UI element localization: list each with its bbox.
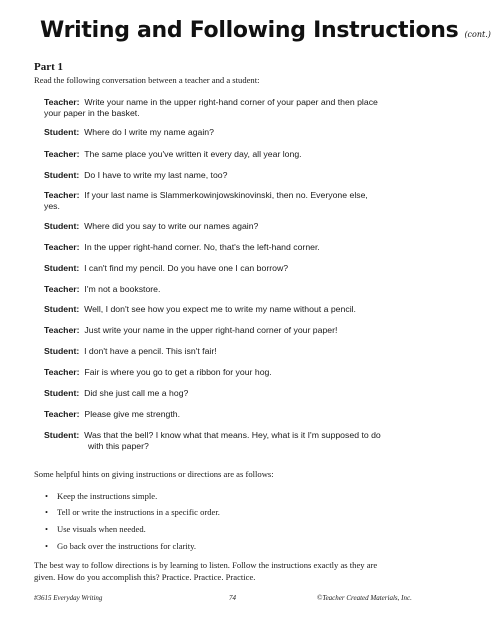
speaker-label: Teacher: (44, 149, 80, 159)
bullet-icon: • (45, 507, 49, 517)
dialogue-text: Where did you say to write our names again? (84, 221, 259, 231)
closing-line: given. How do you accomplish this? Practice. Practice. Practice. (34, 572, 256, 582)
intro-text: Read the following conversation between a teacher and a student: (34, 75, 260, 85)
speaker-label: Teacher: (44, 367, 80, 377)
hint-text: Use visuals when needed. (57, 524, 146, 534)
dialogue-text: The same place you've written it every day, all year long. (84, 149, 302, 159)
dialogue-text: Where do I write my name again? (84, 127, 214, 137)
hint-item (45, 541, 196, 551)
dialogue-line (44, 190, 368, 212)
dialogue-text: If your last name is Slammerkowinjowskinovinski, then no. Everyone else, (84, 190, 368, 200)
dialogue-text: Fair is where you go to get a ribbon for your hog. (84, 367, 272, 377)
closing-line: The best way to follow directions is by learning to listen. Follow the instructions exactly as they are (34, 560, 378, 570)
speaker-label: Teacher: (44, 325, 80, 335)
speaker-label: Teacher: (44, 242, 80, 252)
dialogue-line (44, 409, 180, 420)
speaker-label: Student: (44, 388, 80, 398)
hint-item (45, 491, 157, 501)
dialogue-line (44, 170, 227, 181)
dialogue-text: Please give me strength. (84, 409, 181, 419)
hint-text: Keep the instructions simple. (57, 491, 158, 501)
dialogue-line (44, 284, 160, 295)
hint-item (45, 507, 220, 517)
dialogue-line (44, 346, 217, 357)
dialogue-text: Well, I don't see how you expect me to write my name without a pencil. (84, 304, 356, 314)
speaker-label: Teacher: (44, 284, 80, 294)
speaker-label: Student: (44, 346, 80, 356)
page-title (40, 18, 491, 43)
closing-paragraph (34, 559, 446, 583)
dialogue-line (44, 242, 320, 253)
dialogue-line (44, 221, 258, 232)
bullet-icon: • (45, 491, 49, 501)
hints-intro: Some helpful hints on giving instructions or directions are as follows: (34, 469, 274, 479)
dialogue-line (44, 367, 272, 378)
dialogue-line (44, 430, 381, 452)
title-text: Writing and Following Instructions (40, 18, 459, 43)
title-suffix: (cont.) (464, 30, 491, 39)
speaker-label: Teacher: (44, 409, 80, 419)
dialogue-line (44, 127, 214, 138)
dialogue-text: Was that the bell? I know what that means. Hey, what is it I'm supposed to do (84, 430, 381, 440)
speaker-label: Student: (44, 170, 80, 180)
dialogue-text: I'm not a bookstore. (84, 284, 161, 294)
dialogue-text-cont: yes. (44, 201, 60, 211)
speaker-label: Student: (44, 304, 80, 314)
footer-left: #3615 Everyday Writing (34, 594, 103, 602)
dialogue-text: I don't have a pencil. This isn't fair! (84, 346, 217, 356)
dialogue-line (44, 325, 337, 336)
speaker-label: Student: (44, 221, 80, 231)
bullet-icon: • (45, 524, 49, 534)
footer-right: ©Teacher Created Materials, Inc. (317, 594, 412, 602)
part-heading: Part 1 (34, 61, 64, 73)
dialogue-text: In the upper right-hand corner. No, that's the left-hand corner. (84, 242, 320, 252)
dialogue-line (44, 388, 188, 399)
speaker-label: Student: (44, 263, 80, 273)
speaker-label: Teacher: (44, 97, 80, 107)
dialogue-text: Just write your name in the upper right-hand corner of your paper! (84, 325, 338, 335)
hint-text: Go back over the instructions for clarity. (57, 541, 197, 551)
page-number: 74 (229, 594, 236, 602)
dialogue-text-cont: your paper in the basket. (44, 108, 140, 118)
dialogue-text: Did she just call me a hog? (84, 388, 189, 398)
hint-item (45, 524, 146, 534)
dialogue-line (44, 304, 356, 315)
speaker-label: Teacher: (44, 190, 80, 200)
dialogue-text: Write your name in the upper right-hand corner of your paper and then place (84, 97, 378, 107)
dialogue-line (44, 97, 378, 119)
speaker-label: Student: (44, 430, 80, 440)
dialogue-text: I can't find my pencil. Do you have one I can borrow? (84, 263, 289, 273)
hint-text: Tell or write the instructions in a specific order. (57, 507, 220, 517)
dialogue-line (44, 263, 288, 274)
speaker-label: Student: (44, 127, 80, 137)
dialogue-text: Do I have to write my last name, too? (84, 170, 228, 180)
dialogue-text-cont: with this paper? (88, 441, 149, 451)
bullet-icon: • (45, 541, 49, 551)
dialogue-line (44, 149, 302, 160)
